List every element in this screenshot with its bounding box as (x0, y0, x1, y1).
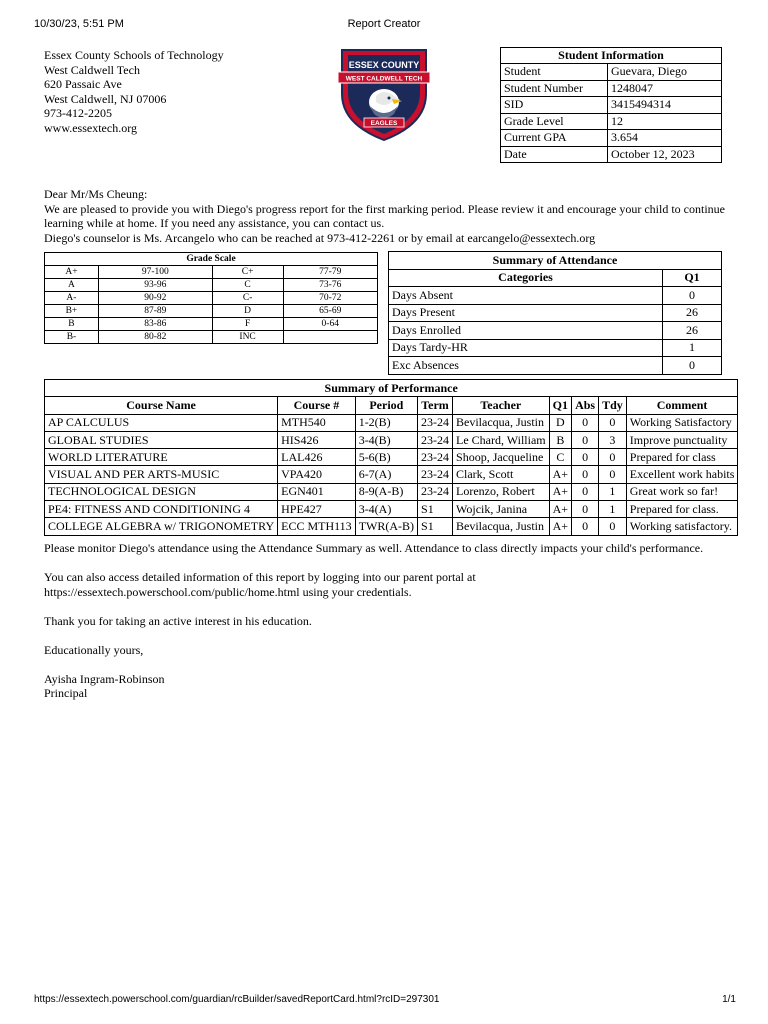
attendance-col-q1: Q1 (663, 269, 722, 287)
period-cell: 3-4(A) (355, 501, 417, 518)
school-name: Essex County Schools of Technology (44, 48, 224, 62)
grade-scale-title: Grade Scale (45, 253, 378, 266)
period-cell: 6-7(A) (355, 466, 417, 483)
term-cell: 23-24 (418, 466, 453, 483)
table-row (45, 449, 738, 466)
grade-range: 80-82 (98, 331, 212, 344)
tardies-cell: 3 (599, 431, 627, 448)
course-number-cell: ECC MTH113 (278, 518, 356, 535)
info-value: 1248047 (608, 80, 722, 97)
grade-range: 73-76 (283, 279, 377, 292)
info-value: 3415494314 (608, 97, 722, 114)
period-cell: TWR(A-B) (355, 518, 417, 535)
course-name-cell: COLLEGE ALGEBRA w/ TRIGONOMETRY (45, 518, 278, 535)
term-cell: S1 (418, 501, 453, 518)
attendance-table (388, 251, 722, 375)
grade-range: 65-69 (283, 305, 377, 318)
letter-body (44, 187, 734, 245)
comment-cell: Prepared for class (626, 449, 738, 466)
tardies-cell: 1 (599, 483, 627, 500)
school-street: 620 Passaic Ave (44, 77, 122, 92)
column-header-absences: Abs (572, 397, 599, 414)
table-row (45, 466, 738, 483)
term-cell: 23-24 (418, 431, 453, 448)
tardies-cell: 0 (599, 449, 627, 466)
grade-range: 70-72 (283, 292, 377, 305)
table-row (45, 331, 378, 344)
grade-letter: INC (212, 331, 283, 344)
grade-letter: B (45, 318, 99, 331)
info-label: Student (501, 64, 608, 81)
q1-grade-cell: A+ (549, 501, 571, 518)
q1-grade-cell: D (549, 414, 571, 431)
teacher-cell: Clark, Scott (453, 466, 550, 483)
student-info-title: Student Information (501, 48, 722, 64)
info-label: Student Number (501, 80, 608, 97)
attendance-category: Days Tardy-HR (389, 339, 663, 357)
absences-cell: 0 (572, 518, 599, 535)
column-header-course-name: Course Name (45, 397, 278, 414)
course-name-cell: VISUAL AND PER ARTS-MUSIC (45, 466, 278, 483)
course-number-cell: VPA420 (278, 466, 356, 483)
grade-range: 93-96 (98, 279, 212, 292)
info-value: October 12, 2023 (608, 146, 722, 163)
logo-banner-text: WEST CALDWELL TECH (345, 75, 423, 83)
grade-range: 0-64 (283, 318, 377, 331)
column-header-tardies: Tdy (599, 397, 627, 414)
teacher-cell: Lorenzo, Robert (453, 483, 550, 500)
table-row (389, 357, 722, 375)
grade-letter: A- (45, 292, 99, 305)
info-label: Current GPA (501, 130, 608, 147)
course-number-cell: HIS426 (278, 431, 356, 448)
school-city: West Caldwell, NJ 07006 (44, 91, 167, 106)
tardies-cell: 1 (599, 501, 627, 518)
table-row (45, 279, 378, 292)
logo-bottom-text: EAGLES (370, 120, 398, 127)
tardies-cell: 0 (599, 414, 627, 431)
absences-cell: 0 (572, 449, 599, 466)
absences-cell: 0 (572, 466, 599, 483)
attendance-q1-value: 1 (663, 339, 722, 357)
period-cell: 8-9(A-B) (355, 483, 417, 500)
grade-range: 97-100 (98, 266, 212, 279)
logo-top-text: ESSEX COUNTY (348, 60, 420, 70)
course-number-cell: LAL426 (278, 449, 356, 466)
grade-range (283, 331, 377, 344)
table-row (501, 64, 722, 81)
course-name-cell: GLOBAL STUDIES (45, 431, 278, 448)
table-row (389, 287, 722, 305)
table-row (45, 483, 738, 500)
attendance-q1-value: 26 (663, 304, 722, 322)
school-address (44, 48, 224, 136)
column-header-course-number: Course # (278, 397, 356, 414)
grade-scale-table (44, 252, 378, 344)
grade-range: 87-89 (98, 305, 212, 318)
column-header-period: Period (355, 397, 417, 414)
table-row (45, 305, 378, 318)
closing-valediction: Educationally yours, (44, 642, 144, 657)
comment-cell: Working satisfactory. (626, 518, 738, 535)
attendance-title: Summary of Attendance (389, 252, 722, 270)
table-row (45, 266, 378, 279)
info-value: Guevara, Diego (608, 64, 722, 81)
signer-title: Principal (44, 686, 88, 700)
attendance-col-categories: Categories (389, 269, 663, 287)
table-row (389, 339, 722, 357)
grade-letter: C (212, 279, 283, 292)
q1-grade-cell: A+ (549, 518, 571, 535)
comment-cell: Great work so far! (626, 483, 738, 500)
student-info-table (500, 47, 722, 163)
closing-attendance-note: Please monitor Diego's attendance using the Attendance Summary as well. Attendance to class directly impacts your child's performance. (44, 541, 704, 555)
teacher-cell: Le Chard, William (453, 431, 550, 448)
grade-letter: A (45, 279, 99, 292)
letter-paragraph: We are pleased to provide you with Diego's progress report for the first marking period. Please review it and encourage your child to continue learning while at home. If you need any assistance, you can contact us. (44, 201, 725, 230)
q1-grade-cell: A+ (549, 466, 571, 483)
q1-grade-cell: B (549, 431, 571, 448)
absences-cell: 0 (572, 501, 599, 518)
table-row (501, 146, 722, 163)
teacher-cell: Wojcik, Janina (453, 501, 550, 518)
table-row (389, 322, 722, 340)
course-name-cell: WORLD LITERATURE (45, 449, 278, 466)
teacher-cell: Shoop, Jacqueline (453, 449, 550, 466)
table-row (45, 292, 378, 305)
teacher-cell: Bevilacqua, Justin (453, 518, 550, 535)
grade-range: 90-92 (98, 292, 212, 305)
column-header-teacher: Teacher (453, 397, 550, 414)
term-cell: 23-24 (418, 483, 453, 500)
comment-cell: Improve punctuality (626, 431, 738, 448)
school-campus: West Caldwell Tech (44, 62, 140, 77)
closing-portal-note: You can also access detailed information of this report by logging into our parent portal at https://essextech.powerschool.com/public/home.html using your credentials. (44, 570, 476, 599)
q1-grade-cell: A+ (549, 483, 571, 500)
attendance-category: Days Enrolled (389, 322, 663, 340)
course-name-cell: PE4: FITNESS AND CONDITIONING 4 (45, 501, 278, 518)
closing-thanks: Thank you for taking an active interest in his education. (44, 613, 312, 628)
absences-cell: 0 (572, 431, 599, 448)
grade-letter: C- (212, 292, 283, 305)
info-value: 3.654 (608, 130, 722, 147)
grade-letter: B- (45, 331, 99, 344)
column-header-term: Term (418, 397, 453, 414)
grade-range: 83-86 (98, 318, 212, 331)
grade-letter: A+ (45, 266, 99, 279)
comment-cell: Prepared for class. (626, 501, 738, 518)
table-row (45, 431, 738, 448)
grade-letter: D (212, 305, 283, 318)
table-row (45, 501, 738, 518)
period-cell: 3-4(B) (355, 431, 417, 448)
table-row (45, 518, 738, 535)
table-row (45, 414, 738, 431)
print-url: https://essextech.powerschool.com/guardian/rcBuilder/savedReportCard.html?rcID=297301 (34, 994, 440, 1005)
comment-cell: Excellent work habits (626, 466, 738, 483)
letter-closing (44, 541, 734, 701)
term-cell: S1 (418, 518, 453, 535)
column-header-comment: Comment (626, 397, 738, 414)
performance-table (44, 379, 738, 536)
term-cell: 23-24 (418, 449, 453, 466)
signer-name: Ayisha Ingram-Robinson (44, 671, 165, 686)
info-label: SID (501, 97, 608, 114)
tardies-cell: 0 (599, 466, 627, 483)
course-number-cell: HPE427 (278, 501, 356, 518)
course-name-cell: AP CALCULUS (45, 414, 278, 431)
course-name-cell: TECHNOLOGICAL DESIGN (45, 483, 278, 500)
period-cell: 1-2(B) (355, 414, 417, 431)
term-cell: 23-24 (418, 414, 453, 431)
table-row (45, 318, 378, 331)
table-row (389, 304, 722, 322)
grade-letter: B+ (45, 305, 99, 318)
attendance-category: Exc Absences (389, 357, 663, 375)
attendance-q1-value: 26 (663, 322, 722, 340)
print-datetime: 10/30/23, 5:51 PM (34, 18, 124, 30)
attendance-q1-value: 0 (663, 287, 722, 305)
absences-cell: 0 (572, 483, 599, 500)
print-page-number: 1/1 (722, 994, 736, 1005)
attendance-category: Days Present (389, 304, 663, 322)
tardies-cell: 0 (599, 518, 627, 535)
period-cell: 5-6(B) (355, 449, 417, 466)
course-number-cell: EGN401 (278, 483, 356, 500)
print-title: Report Creator (347, 18, 421, 30)
table-row (501, 80, 722, 97)
counselor-note: Diego's counselor is Ms. Arcangelo who can be reached at 973-412-2261 or by email at earcangelo@essextech.org (44, 230, 596, 245)
table-row (501, 130, 722, 147)
q1-grade-cell: C (549, 449, 571, 466)
course-number-cell: MTH540 (278, 414, 356, 431)
column-header-q1-grade: Q1 (549, 397, 571, 414)
grade-letter: F (212, 318, 283, 331)
comment-cell: Working Satisfactory (626, 414, 738, 431)
absences-cell: 0 (572, 414, 599, 431)
school-logo (334, 44, 434, 142)
info-label: Date (501, 146, 608, 163)
letter-greeting: Dear Mr/Ms Cheung: (44, 187, 148, 201)
attendance-q1-value: 0 (663, 357, 722, 375)
info-value: 12 (608, 113, 722, 130)
performance-title: Summary of Performance (45, 380, 738, 397)
grade-range: 77-79 (283, 266, 377, 279)
school-website: www.essextech.org (44, 120, 137, 135)
grade-letter: C+ (212, 266, 283, 279)
attendance-category: Days Absent (389, 287, 663, 305)
teacher-cell: Bevilacqua, Justin (453, 414, 550, 431)
school-phone: 973-412-2205 (44, 106, 112, 121)
info-label: Grade Level (501, 113, 608, 130)
table-row (501, 113, 722, 130)
table-row (501, 97, 722, 114)
